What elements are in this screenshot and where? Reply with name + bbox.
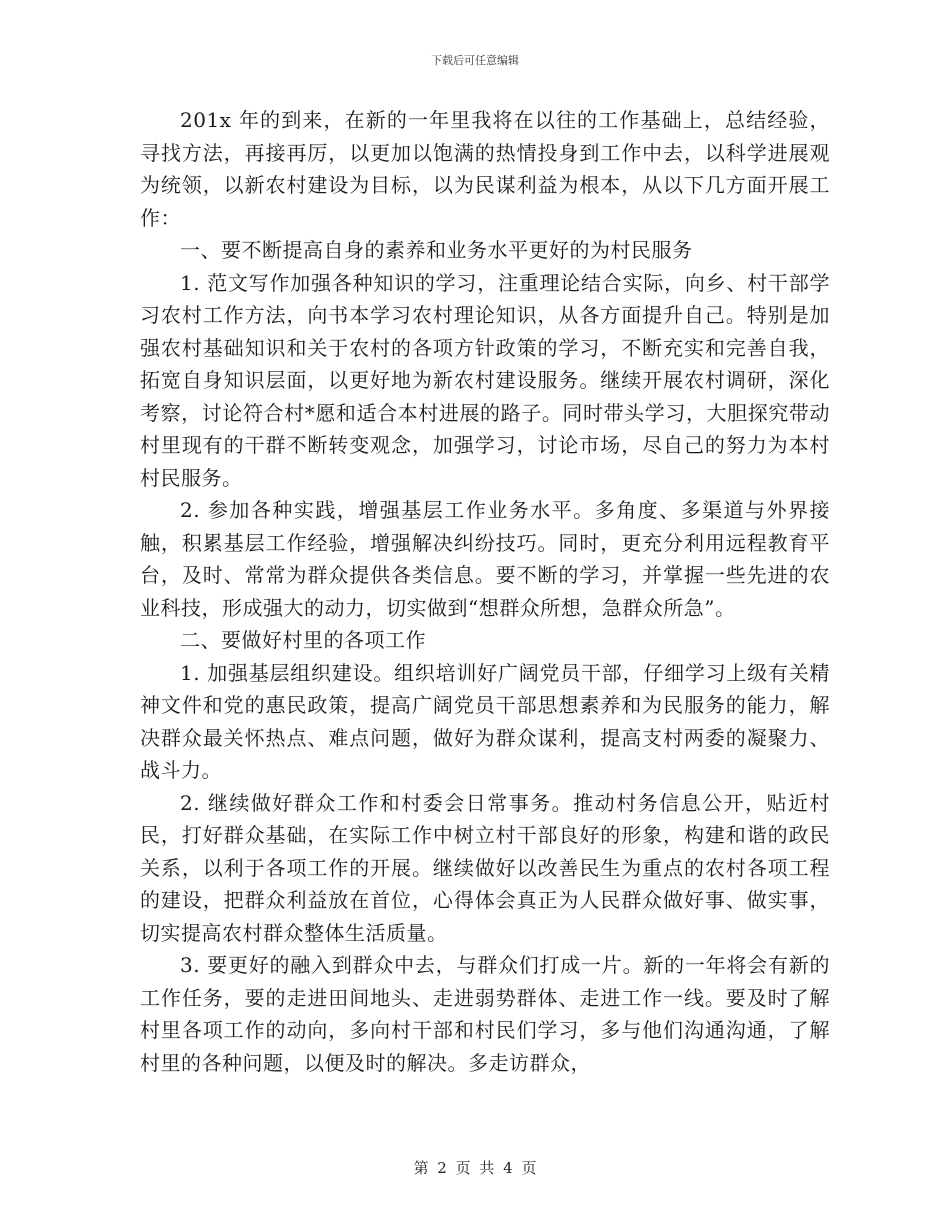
document-body — [140, 104, 830, 1079]
page-number: 第 2 页 共 4 页 — [413, 1159, 537, 1177]
paragraph-2-3: 3. 要更好的融入到群众中去，与群众们打成一片。新的一年将会有新的工作任务，要的走进田间地头、走进弱势群体、走进工作一线。要及时了解村里各项工作的动向，多向村干部和村民们学习，多与他们沟通沟通，了解村里的各种问题，以便及时的解决。多走访群众， — [140, 953, 830, 1075]
paragraph-1-1: 1. 范文写作加强各种知识的学习，注重理论结合实际，向乡、村干部学习农村工作方法，向书本学习农村理论知识，从各方面提升自己。特别是加强农村基础知识和关于农村的各项方针政策的学习，不断充实和完善自我，拓宽自身知识层面，以更好地为新农村建设服务。继续开展农村调研，深化考察，讨论符合村*愿和适合本村进展的路子。同时带头学习，大胆探究带动村里现有的干群不断转变观念，加强学习，讨论市场，尽自己的努力为本村村民服务。 — [140, 270, 830, 490]
paragraph-intro: 201x 年的到来，在新的一年里我将在以往的工作基础上，总结经验，寻找方法，再接再厉，以更加以饱满的热情投身到工作中去，以科学进展观为统领，以新农村建设为目标，以为民谋利益为根本，从以下几方面开展工作： — [140, 108, 830, 230]
paragraph-2-1: 1. 加强基层组织建设。组织培训好广阔党员干部，仔细学习上级有关精神文件和党的惠民政策，提高广阔党员干部思想素养和为民服务的能力，解决群众最关怀热点、难点问题，做好为群众谋利，提高支村两委的凝聚力、战斗力。 — [140, 660, 830, 782]
section-heading-1: 一、要不断提高自身的素养和业务水平更好的为村民服务 — [180, 238, 693, 262]
paragraph-1-2: 2. 参加各种实践，增强基层工作业务水平。多角度、多渠道与外界接触，积累基层工作经验，增强解决纠纷技巧。同时，更充分利用远程教育平台，及时、常常为群众提供各类信息。要不断的学习，并掌握一些先进的农业科技，形成强大的动力，切实做到“想群众所想，急群众所急”。 — [140, 498, 830, 620]
page-header-note: 下载后可任意编辑 — [431, 54, 519, 67]
paragraph-2-2: 2. 继续做好群众工作和村委会日常事务。推动村务信息公开，贴近村民，打好群众基础，在实际工作中树立村干部良好的形象，构建和谐的政民关系，以利于各项工作的开展。继续做好以改善民生为重点的农村各项工程的建设，把群众利益放在首位，心得体会真正为人民群众做好事、做实事，切实提高农村群众整体生活质量。 — [140, 790, 830, 945]
section-heading-2: 二、要做好村里的各项工作 — [180, 628, 426, 652]
